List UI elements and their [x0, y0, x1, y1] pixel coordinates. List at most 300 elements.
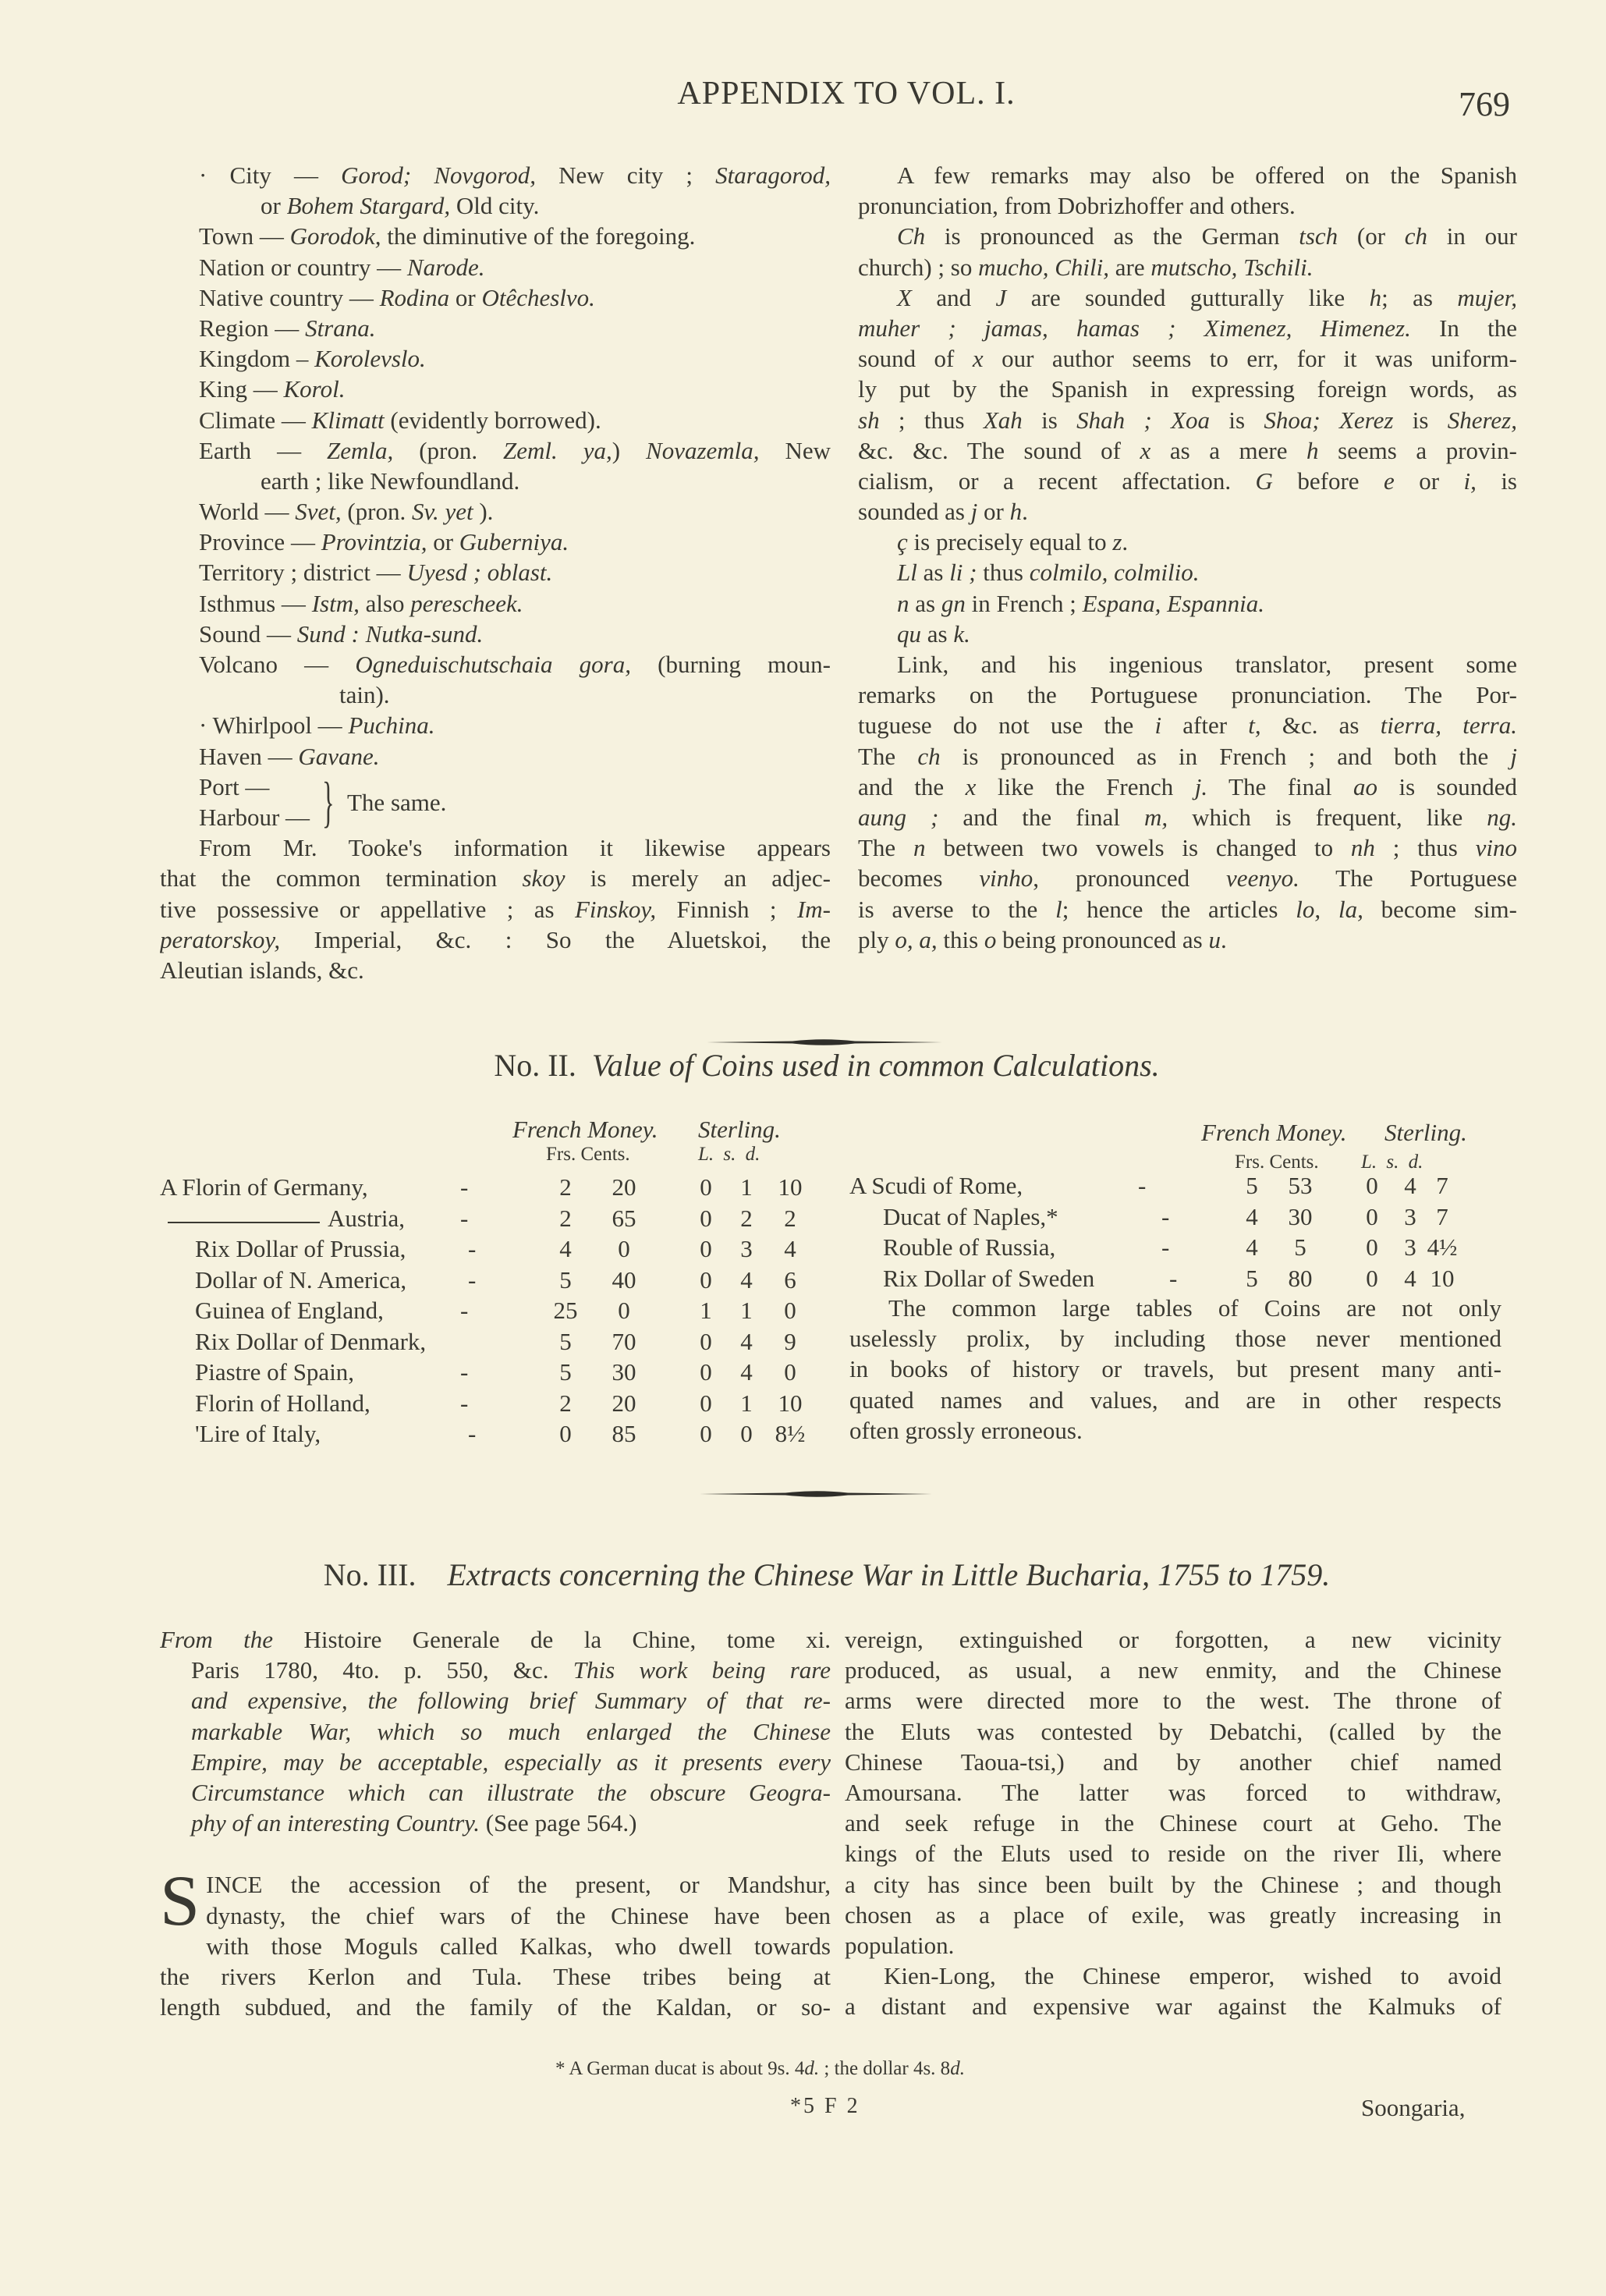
italic-text: perescheek.	[410, 589, 523, 617]
coin-name: Rix Dollar of Denmark,	[195, 1327, 427, 1355]
italic-text: tierra, terra.	[1380, 712, 1517, 740]
italic-text: vinho	[979, 864, 1033, 892]
right-table-sterling-header: Sterling.	[1384, 1119, 1467, 1146]
text: World —	[199, 498, 296, 526]
left-table-french-header: French Money.	[512, 1116, 658, 1143]
text: (pron.	[393, 436, 504, 464]
coin-d-value: 0	[784, 1358, 796, 1386]
italic-text: Otêcheslvo.	[481, 283, 595, 311]
running-head: APPENDIX TO VOL. I.	[677, 76, 1016, 112]
italic-text: t,	[1248, 712, 1261, 740]
coin-d-value: 10	[778, 1389, 803, 1417]
leader-dash: -	[1161, 1202, 1170, 1230]
italic-text: Strana.	[305, 314, 376, 342]
text-line	[858, 741, 1517, 772]
coin-l-value: 0	[1366, 1202, 1378, 1230]
italic-text: ç	[897, 528, 908, 556]
coin-s-value: 4	[1404, 1172, 1416, 1199]
coin-d-value: 6	[784, 1265, 796, 1293]
text: vereign, extinguished or forgotten, a new vicinity	[845, 1626, 1501, 1653]
text: Paris 1780, 4to. p. 550, &c.	[191, 1656, 573, 1684]
coin-d-value: 4	[784, 1235, 796, 1262]
text: The Portuguese	[1299, 864, 1517, 892]
italic-text: j	[970, 498, 978, 526]
coin-s-value: 4	[740, 1358, 753, 1386]
coin-name: 'Lire of Italy,	[195, 1420, 321, 1447]
text-line	[199, 405, 831, 435]
text: King —	[199, 375, 284, 403]
text-line	[199, 252, 831, 282]
section2-heading	[0, 1047, 1606, 1084]
text: Histoire Generale de la Chine, tome xi.	[273, 1626, 831, 1653]
section3-left-column	[160, 1624, 831, 2022]
text: The common large tables of Coins are not only	[888, 1294, 1501, 1322]
text: (evidently borrowed).	[384, 406, 601, 434]
coin-name: A Florin of Germany,	[160, 1173, 368, 1201]
italic-text: Sherez,	[1447, 406, 1517, 434]
italic-text: Sv. yet	[412, 498, 473, 526]
coin-s-value: 1	[740, 1173, 753, 1201]
italic-text: lo, la,	[1296, 895, 1363, 923]
italic-text: mutscho, Tschili.	[1150, 253, 1314, 281]
text: population.	[845, 1931, 955, 1959]
text: A few remarks may also be offered on the Spanish	[897, 161, 1517, 189]
text-line	[845, 1716, 1501, 1747]
italic-text: Istm,	[311, 589, 360, 617]
left-table-frs-cents: Frs. Cents.	[546, 1144, 630, 1165]
text: and	[911, 283, 996, 311]
text: Isthmus —	[199, 589, 312, 617]
italic-text: ch	[917, 742, 941, 770]
coin-s-value: 3	[1404, 1233, 1416, 1261]
text: .	[1022, 498, 1028, 526]
text: ply	[858, 925, 895, 953]
text: &c. as	[1260, 712, 1381, 740]
text-line	[206, 1931, 831, 1961]
text-line	[858, 160, 1517, 190]
text-line	[858, 466, 1517, 496]
coin-s-value: 3	[740, 1235, 753, 1262]
ditto-rule	[168, 1222, 320, 1223]
text: become sim-	[1363, 895, 1517, 923]
coin-row	[160, 1203, 831, 1234]
coin-row	[160, 1172, 831, 1203]
right-table-lsd: L. s. d.	[1361, 1152, 1423, 1173]
coin-l-value: 0	[1366, 1264, 1378, 1292]
text: after	[1161, 712, 1249, 740]
text: seems a provin-	[1318, 436, 1517, 464]
text-line	[845, 1900, 1501, 1930]
text: arms were directed more to the west. The throne of	[845, 1687, 1501, 1715]
text: &c. &c. The sound of	[858, 436, 1140, 464]
text: tuguese do not use the	[858, 712, 1155, 740]
text: is pronounced as in French ; and both the	[940, 742, 1511, 770]
text-line	[858, 802, 1517, 832]
italic-text: k.	[953, 619, 970, 648]
text: Finnish ;	[656, 895, 797, 923]
coin-d-value: 8½	[775, 1420, 806, 1447]
text: The	[858, 742, 918, 770]
coin-s-value: 3	[1404, 1202, 1416, 1230]
coin-frs-value: 4	[1246, 1233, 1258, 1261]
text: is merely an adjec-	[565, 864, 831, 892]
italic-text: X	[897, 283, 912, 311]
italic-text: Bohem Stargard,	[286, 192, 451, 220]
text: Volcano —	[199, 651, 356, 678]
text: thus	[977, 559, 1030, 587]
italic-text: Guberniya.	[459, 528, 569, 556]
text: sounded as	[858, 498, 971, 526]
coin-l-value: 0	[700, 1420, 712, 1447]
coin-frs-value: 5	[559, 1265, 572, 1293]
text-line	[191, 1655, 831, 1685]
italic-text: Gavane.	[298, 742, 380, 770]
text-line	[849, 1293, 1501, 1323]
text: and the	[858, 772, 966, 800]
text-line	[858, 649, 1517, 680]
text: Town —	[199, 222, 290, 250]
text: .	[1122, 528, 1129, 556]
text-line	[845, 1961, 1501, 1991]
italic-text: Svet,	[295, 498, 342, 526]
italic-text: Shoa; Xerez	[1264, 406, 1394, 434]
italic-text: Staragorod,	[715, 161, 831, 189]
text: or	[977, 498, 1010, 526]
italic-text: Gorod; Novgorod,	[341, 161, 536, 189]
italic-text: Shah ; Xoa	[1076, 406, 1211, 434]
leader-dash: -	[460, 1358, 469, 1386]
text: produced, as usual, a new enmity, and the Chinese	[845, 1656, 1501, 1684]
italic-text: mucho, Chili,	[978, 253, 1110, 281]
text: ; thus	[879, 406, 984, 434]
text: The	[858, 834, 914, 862]
text: ; hence the articles	[1062, 895, 1296, 923]
coin-frs-value: 5	[1246, 1172, 1258, 1199]
text-line	[845, 1655, 1501, 1685]
text: as	[916, 559, 950, 587]
coin-row	[849, 1170, 1520, 1201]
text-line	[858, 313, 1517, 343]
text: between two vowels is changed to	[925, 834, 1351, 862]
italic-text: li ;	[949, 559, 977, 587]
italic-text: h	[1009, 498, 1023, 526]
coin-d-value: 10	[1430, 1264, 1455, 1292]
leader-dash: -	[468, 1420, 477, 1447]
text: is precisely equal to	[907, 528, 1113, 556]
footnote-text: ; the dollar 4s. 8	[819, 2058, 951, 2079]
italic-text: Gorodok,	[289, 222, 381, 250]
text: Kingdom –	[199, 345, 315, 373]
text: the rivers Kerlon and Tula. These tribes being at	[160, 1962, 831, 1990]
text-line	[160, 924, 831, 955]
brace-icon: }	[322, 770, 335, 833]
text-line	[858, 863, 1517, 893]
text: · Whirlpool —	[199, 712, 349, 740]
text-line	[858, 190, 1517, 221]
text: as a mere	[1150, 436, 1307, 464]
text: Region —	[199, 314, 306, 342]
section2-title: Value of Coins used in common Calculations.	[591, 1048, 1160, 1083]
right-table-french-header: French Money.	[1201, 1119, 1347, 1146]
text: pronunciation, from Dobrizhoffer and others.	[858, 192, 1296, 220]
text: or	[1394, 467, 1464, 495]
italic-text: h	[1369, 283, 1382, 311]
italic-text: This work being rare	[573, 1656, 831, 1684]
text-line	[858, 282, 1517, 313]
italic-text: markable War, which so much enlarged the Chinese	[191, 1717, 831, 1745]
leader-dash: -	[1138, 1172, 1147, 1199]
coins-table-right	[849, 1170, 1520, 1293]
italic-text: Xah	[983, 406, 1023, 434]
text: The final	[1207, 772, 1354, 800]
text: Nation or country —	[199, 253, 407, 281]
text-line	[849, 1415, 1501, 1446]
italic-text: e	[1384, 467, 1395, 495]
text: Haven —	[199, 742, 299, 770]
text-line	[199, 313, 831, 343]
coin-row	[160, 1388, 831, 1419]
text-line	[858, 588, 1517, 619]
harbour-label: Harbour —	[199, 803, 310, 831]
italic-text: x	[972, 345, 984, 373]
coin-name: Florin of Holland,	[195, 1389, 370, 1417]
italic-text: j	[1510, 742, 1517, 770]
text: (pron.	[341, 498, 413, 526]
text: Chinese Taoua-tsi,) and by another chief named	[845, 1748, 1501, 1776]
coin-frs-value: 4	[559, 1235, 572, 1262]
coin-cents-value: 20	[612, 1173, 636, 1201]
coin-cents-value: 0	[618, 1297, 630, 1324]
text: is	[1022, 406, 1077, 434]
italic-text: o, a,	[895, 925, 938, 953]
text: ; as	[1381, 283, 1458, 311]
coin-d-value: 7	[1436, 1202, 1448, 1230]
coin-name: Rouble of Russia,	[883, 1233, 1056, 1261]
coin-s-value: 2	[740, 1204, 753, 1232]
italic-text: aung ;	[858, 803, 939, 831]
coin-s-value: 4	[740, 1265, 753, 1293]
text-line	[199, 282, 831, 313]
italic-text: Klimatt	[311, 406, 385, 434]
coin-row	[160, 1418, 831, 1450]
leader-dash: -	[460, 1297, 469, 1324]
leader-dash: -	[1161, 1233, 1170, 1261]
coins-table-left	[160, 1172, 831, 1450]
text: length subdued, and the family of the Kaldan, or so-	[160, 1993, 831, 2021]
text-line	[160, 863, 831, 893]
text: In the	[1410, 314, 1517, 342]
text: Territory ; district —	[199, 559, 407, 587]
coin-frs-value: 2	[559, 1173, 572, 1201]
section3-title: Extracts concerning the Chinese War in Little Bucharia, 1755 to 1759.	[447, 1557, 1331, 1592]
text-line	[858, 680, 1517, 710]
drop-cap: S	[160, 1861, 200, 1941]
section1-left-column	[160, 160, 831, 985]
italic-text: qu	[897, 619, 921, 648]
text: Sound —	[199, 619, 297, 648]
text: cialism, or a recent affectation.	[858, 467, 1256, 495]
italic-text: Novazemla,	[646, 436, 760, 464]
text-line	[191, 1747, 831, 1777]
text-line	[845, 1685, 1501, 1716]
text-line	[191, 1716, 831, 1747]
text-line	[858, 343, 1517, 374]
italic-text: vino	[1475, 834, 1517, 862]
section3-right-column	[845, 1624, 1501, 2021]
text: in our	[1427, 222, 1517, 250]
text: before	[1272, 467, 1384, 495]
leader-dash: -	[468, 1235, 477, 1262]
text: Amoursana. The latter was forced to withdraw,	[845, 1778, 1501, 1806]
italic-text: Korol.	[283, 375, 346, 403]
coin-row	[160, 1265, 831, 1296]
text: like the French	[976, 772, 1195, 800]
text: remarks on the Portuguese pronunciation. The Por-	[858, 681, 1517, 709]
text-line	[858, 710, 1517, 740]
italic-text: G	[1255, 467, 1273, 495]
italic-text: m,	[1143, 803, 1168, 831]
leader-dash: -	[460, 1173, 469, 1201]
coin-s-value: 1	[740, 1389, 753, 1417]
coin-l-value: 0	[700, 1327, 712, 1355]
coin-cents-value: 0	[618, 1235, 630, 1262]
coin-frs-value: 5	[1246, 1264, 1258, 1292]
coin-l-value: 0	[1366, 1233, 1378, 1261]
italic-text: u	[1208, 925, 1221, 953]
text-line	[191, 1777, 831, 1808]
coin-row	[849, 1232, 1520, 1263]
text: in books of history or travels, but present many anti-	[849, 1355, 1501, 1383]
italic-text: l	[1055, 895, 1062, 923]
text-line	[845, 1808, 1501, 1838]
italic-text: o	[984, 925, 997, 953]
text-line	[858, 924, 1517, 955]
text: Old city.	[450, 192, 540, 220]
text: Aleutian islands, &c.	[160, 956, 364, 984]
text-line	[858, 221, 1517, 251]
italic-text: and expensive, the following brief Summary of that re-	[191, 1687, 831, 1715]
italic-text: Ogneduischutschaia gora,	[355, 651, 631, 678]
coin-frs-value: 25	[553, 1297, 578, 1324]
text: also	[359, 589, 411, 617]
coin-l-value: 0	[700, 1204, 712, 1232]
text: kings of the Eluts used to reside on the river Ili, where	[845, 1840, 1501, 1868]
text-line	[858, 252, 1517, 282]
text-line	[199, 649, 831, 680]
text: are sounded gutturally like	[1006, 283, 1370, 311]
italic-text: n	[913, 834, 926, 862]
text-line	[206, 1900, 831, 1931]
italic-text: mujer,	[1457, 283, 1517, 311]
text-line	[261, 466, 831, 496]
text-line	[845, 1991, 1501, 2021]
catchword: Soongaria,	[1361, 2094, 1466, 2121]
same-label: The same.	[347, 788, 447, 816]
text: New	[759, 436, 831, 464]
section2-number: No. II.	[494, 1048, 576, 1083]
ornamental-rule	[707, 1037, 942, 1048]
italic-text: J	[995, 283, 1007, 311]
text: uselessly prolix, by including those never mentioned	[849, 1325, 1501, 1353]
text-line	[849, 1385, 1501, 1415]
coin-name: Piastre of Spain,	[195, 1358, 355, 1386]
coin-cents-value: 53	[1288, 1172, 1313, 1199]
text-line	[858, 527, 1517, 557]
text: a distant and expensive war against the Kalmuks of	[845, 1993, 1501, 2021]
coin-row	[849, 1201, 1520, 1233]
text: often grossly erroneous.	[849, 1416, 1083, 1444]
right-table-frs-cents: Frs. Cents.	[1235, 1152, 1319, 1173]
coin-cents-value: 70	[612, 1327, 636, 1355]
coin-frs-value: 4	[1246, 1202, 1258, 1230]
port-harbour-entry	[199, 772, 831, 832]
italic-text: Provintzia,	[321, 528, 427, 556]
coin-frs-value: 2	[559, 1389, 572, 1417]
text-line	[199, 557, 831, 587]
coin-cents-value: 80	[1288, 1264, 1313, 1292]
italic-text: tsch	[1299, 222, 1338, 250]
italic-text: Finskoy,	[574, 895, 657, 923]
text-line	[261, 190, 831, 221]
text: Imperial, &c. : So the Aluetskoi, the	[280, 925, 831, 953]
text: Climate —	[199, 406, 312, 434]
text-line	[199, 374, 831, 404]
italic-text: x	[965, 772, 977, 800]
italic-text: gn	[941, 589, 966, 617]
text: (or	[1338, 222, 1405, 250]
text: being pronounced as	[996, 925, 1209, 953]
coin-row	[160, 1357, 831, 1388]
text: or	[261, 192, 287, 220]
text-line	[191, 1808, 831, 1838]
text-line	[199, 588, 831, 619]
text: (See page 564.)	[479, 1809, 637, 1837]
text-line	[845, 1624, 1501, 1655]
footnote	[555, 2058, 965, 2080]
italic-text: Ll	[897, 559, 917, 587]
text-line	[858, 374, 1517, 404]
coin-name: Rix Dollar of Sweden	[883, 1264, 1095, 1292]
text-line	[199, 619, 831, 649]
text-line	[199, 221, 831, 251]
text-line	[199, 435, 831, 466]
text: is pronounced as the German	[925, 222, 1299, 250]
text-line	[858, 619, 1517, 649]
coin-frs-value: 5	[559, 1327, 572, 1355]
text: our author seems to err, for it was uniform-	[983, 345, 1517, 373]
text-line	[858, 435, 1517, 466]
coin-d-value: 4½	[1427, 1233, 1458, 1261]
italic-text: h	[1306, 436, 1319, 464]
coin-cents-value: 30	[612, 1358, 636, 1386]
italic-text: nh	[1350, 834, 1375, 862]
italic-text: Sund : Nutka-sund.	[296, 619, 484, 648]
port-label: Port —	[199, 772, 270, 800]
text-line	[199, 496, 831, 527]
italic-text: n	[897, 589, 909, 617]
text-line	[160, 1992, 831, 2022]
text-line	[160, 1624, 831, 1655]
text-line	[858, 894, 1517, 924]
text-line	[845, 1869, 1501, 1900]
text: chosen as a place of exile, was greatly increasing in	[845, 1900, 1501, 1929]
text: INCE the accession of the present, or Mandshur,	[206, 1871, 831, 1899]
coin-s-value: 0	[740, 1420, 753, 1447]
text: Native country —	[199, 283, 380, 311]
signature-mark: *5 F 2	[790, 2094, 860, 2118]
text-line	[845, 1747, 1501, 1777]
coin-name: A Scudi of Rome,	[849, 1172, 1023, 1199]
